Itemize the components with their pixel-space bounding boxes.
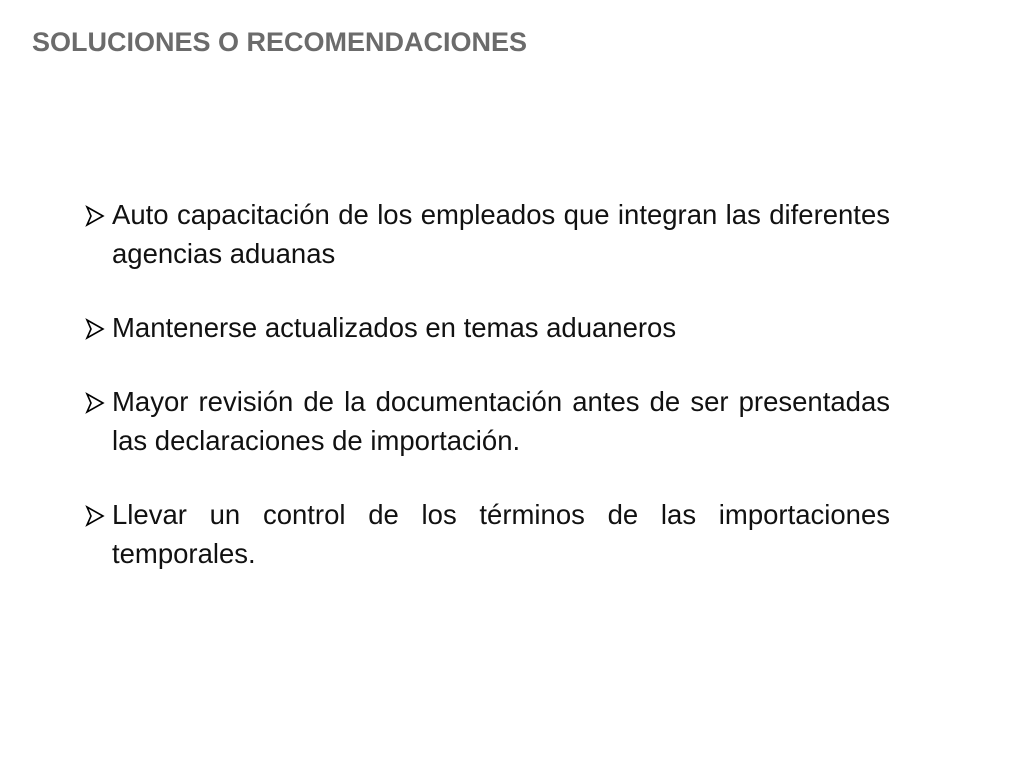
- bullet-text: Mantenerse actualizados en temas aduaneros: [112, 312, 677, 343]
- arrowhead-bullet-icon: [84, 505, 106, 527]
- arrowhead-bullet-icon: [84, 318, 106, 340]
- list-item: [84, 495, 890, 573]
- list-item: [84, 308, 890, 347]
- list-item: [84, 195, 890, 273]
- bullet-list: [84, 195, 890, 573]
- arrowhead-bullet-icon: [84, 205, 106, 227]
- bullet-text: Mayor revisión de la documentación antes de ser presentadas las declaraciones de importación.: [112, 386, 890, 456]
- slide-title: SOLUCIONES O RECOMENDACIONES: [32, 27, 528, 57]
- arrowhead-bullet-icon: [84, 392, 106, 414]
- bullet-text: Auto capacitación de los empleados que integran las diferentes agencias aduanas: [112, 199, 890, 269]
- list-item: [84, 382, 890, 460]
- bullet-text: Llevar un control de los términos de las importaciones temporales.: [112, 499, 890, 569]
